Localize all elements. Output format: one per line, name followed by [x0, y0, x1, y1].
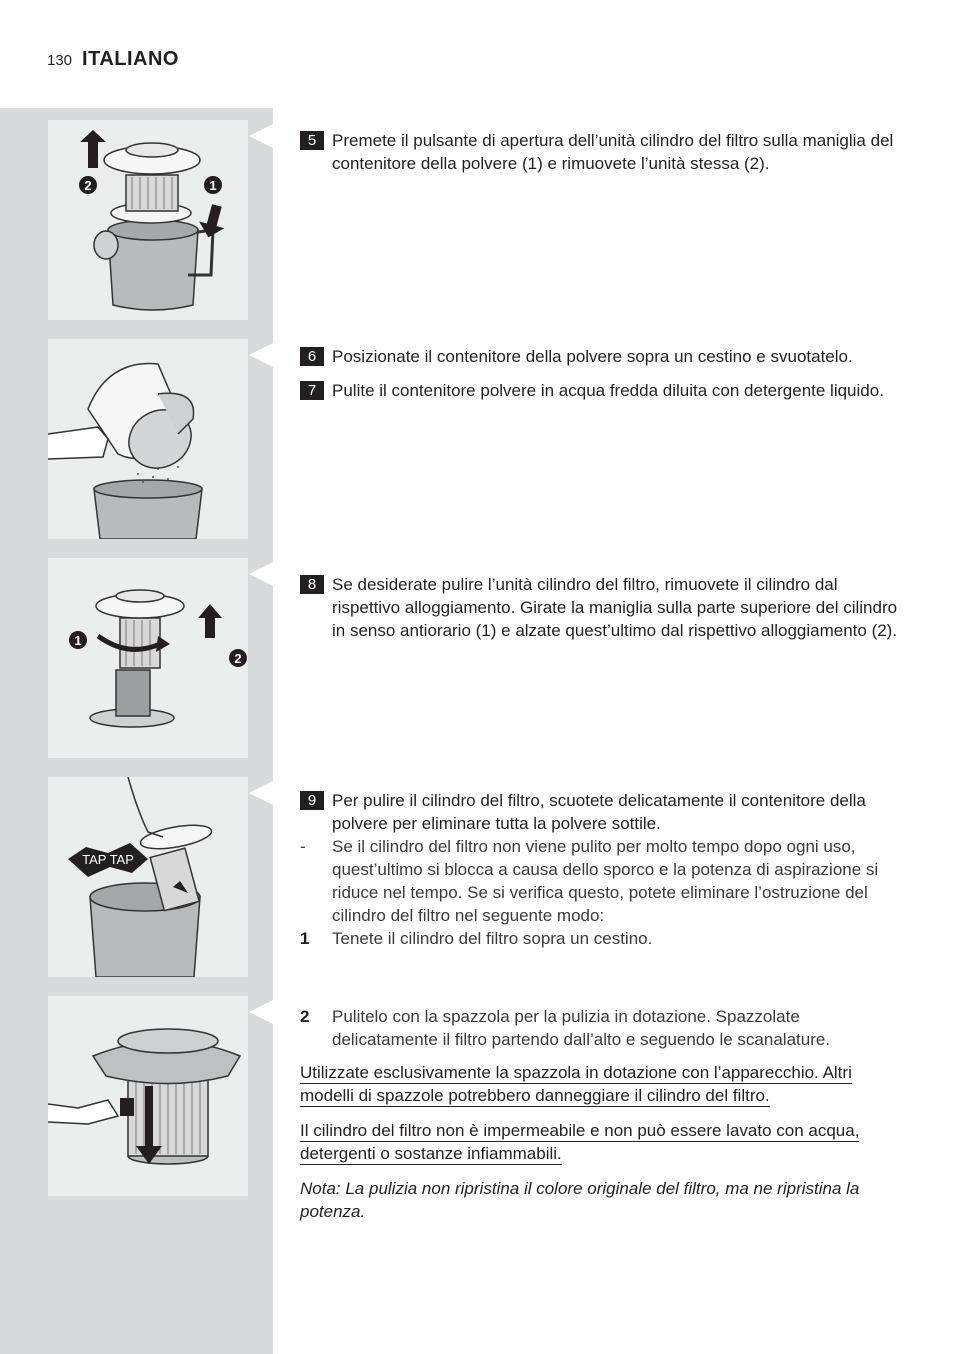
- warning-text: Il cilindro del filtro non è impermeabile e non può essere lavato con acqua, detergenti o sostanze infiammabili.: [300, 1121, 860, 1163]
- figure-pointer: [249, 343, 273, 367]
- step-7: [300, 379, 910, 402]
- brush-filter-illustration: [48, 996, 248, 1196]
- step-block-6-7: [300, 345, 910, 413]
- dash-marker: -: [300, 837, 306, 856]
- filter-unit-illustration: [48, 120, 248, 320]
- tap-filter-illustration: [48, 777, 248, 977]
- dash-list-item: [300, 835, 910, 927]
- language-heading: ITALIANO: [82, 48, 179, 70]
- step-block-8: [300, 573, 910, 653]
- warning-text: Utilizzate esclusivamente la spazzola in dotazione con l’apparecchio. Altri modelli di spazzole potrebbero danneggiare il cilindro del filtro.: [300, 1063, 852, 1105]
- note: Nota: La pulizia non ripristina il colore originale del filtro, ma ne ripristina la potenza.: [300, 1179, 860, 1221]
- figure-pointer: [249, 124, 273, 148]
- figure-pointer: [249, 562, 273, 586]
- sub-step-1: [300, 927, 910, 950]
- remove-cylinder-illustration: [48, 558, 248, 758]
- step-number: 9: [300, 791, 324, 810]
- callout-2: 2: [234, 651, 242, 666]
- warning-not-waterproof: [300, 1119, 910, 1165]
- figure-pointer: [249, 781, 273, 805]
- sub-step-number: 2: [300, 1007, 310, 1026]
- callout-1: 1: [209, 178, 217, 193]
- step-9: [300, 789, 910, 835]
- figure-empty-container: [48, 339, 248, 539]
- figure-tap-filter: [48, 777, 248, 977]
- figure-remove-cylinder: [48, 558, 248, 758]
- sub-step-number: 1: [300, 929, 310, 948]
- empty-container-illustration: [48, 339, 248, 539]
- callout-1: 1: [74, 633, 82, 648]
- step-number: 8: [300, 575, 324, 594]
- step-text: Pulite il contenitore polvere in acqua fredda diluita con detergente liquido.: [332, 381, 884, 400]
- sub-step-2: [300, 1005, 910, 1051]
- step-text: Se desiderate pulire l’unità cilindro del filtro, rimuovete il cilindro dal rispettivo alloggiamento. Girate la maniglia sulla parte superiore del cilindro in senso antiorario (1) e alzate quest’ultimo dal rispettivo alloggiamento (2).: [332, 575, 898, 640]
- step-block-9: [300, 789, 910, 950]
- dash-text: Se il cilindro del filtro non viene pulito per molto tempo dopo ogni uso, quest’ultimo si blocca a causa dello sporco e la potenza di aspirazione si riduce nel tempo. Se si verifica questo, potete eliminare l’ostruzione del cilindro del filtro nel seguente modo:: [332, 837, 879, 925]
- step-8: [300, 573, 910, 642]
- step-6: [300, 345, 910, 368]
- step-block-5: [300, 129, 910, 186]
- figure-remove-filter-unit: [48, 120, 248, 320]
- tap-tap-label: TAP TAP: [82, 852, 134, 867]
- step-text: Premete il pulsante di apertura dell’unità cilindro del filtro sulla maniglia del contenitore della polvere (1) e rimuovete l’unità stessa (2).: [332, 131, 894, 173]
- step-number: 7: [300, 381, 324, 400]
- step-text: Per pulire il cilindro del filtro, scuotete delicatamente il contenitore della polvere per eliminare tutta la polvere sottile.: [332, 791, 866, 833]
- step-text: Posizionate il contenitore della polvere sopra un cestino e svuotatelo.: [332, 347, 853, 366]
- figure-pointer: [249, 1000, 273, 1024]
- callout-2: 2: [84, 178, 92, 193]
- sub-step-text: Tenete il cilindro del filtro sopra un cestino.: [332, 929, 653, 948]
- step-number: 5: [300, 131, 324, 150]
- step-5: [300, 129, 910, 175]
- figure-brush-filter: [48, 996, 248, 1196]
- sub-step-text: Pulitelo con la spazzola per la pulizia in dotazione. Spazzolate delicatamente il filtro partendo dall’alto e seguendo le scanalature.: [332, 1007, 831, 1049]
- page-header: [47, 48, 179, 72]
- warning-brush: [300, 1061, 910, 1107]
- step-number: 6: [300, 347, 324, 366]
- brush-instructions: [300, 1005, 910, 1223]
- page-number: 130: [47, 52, 73, 69]
